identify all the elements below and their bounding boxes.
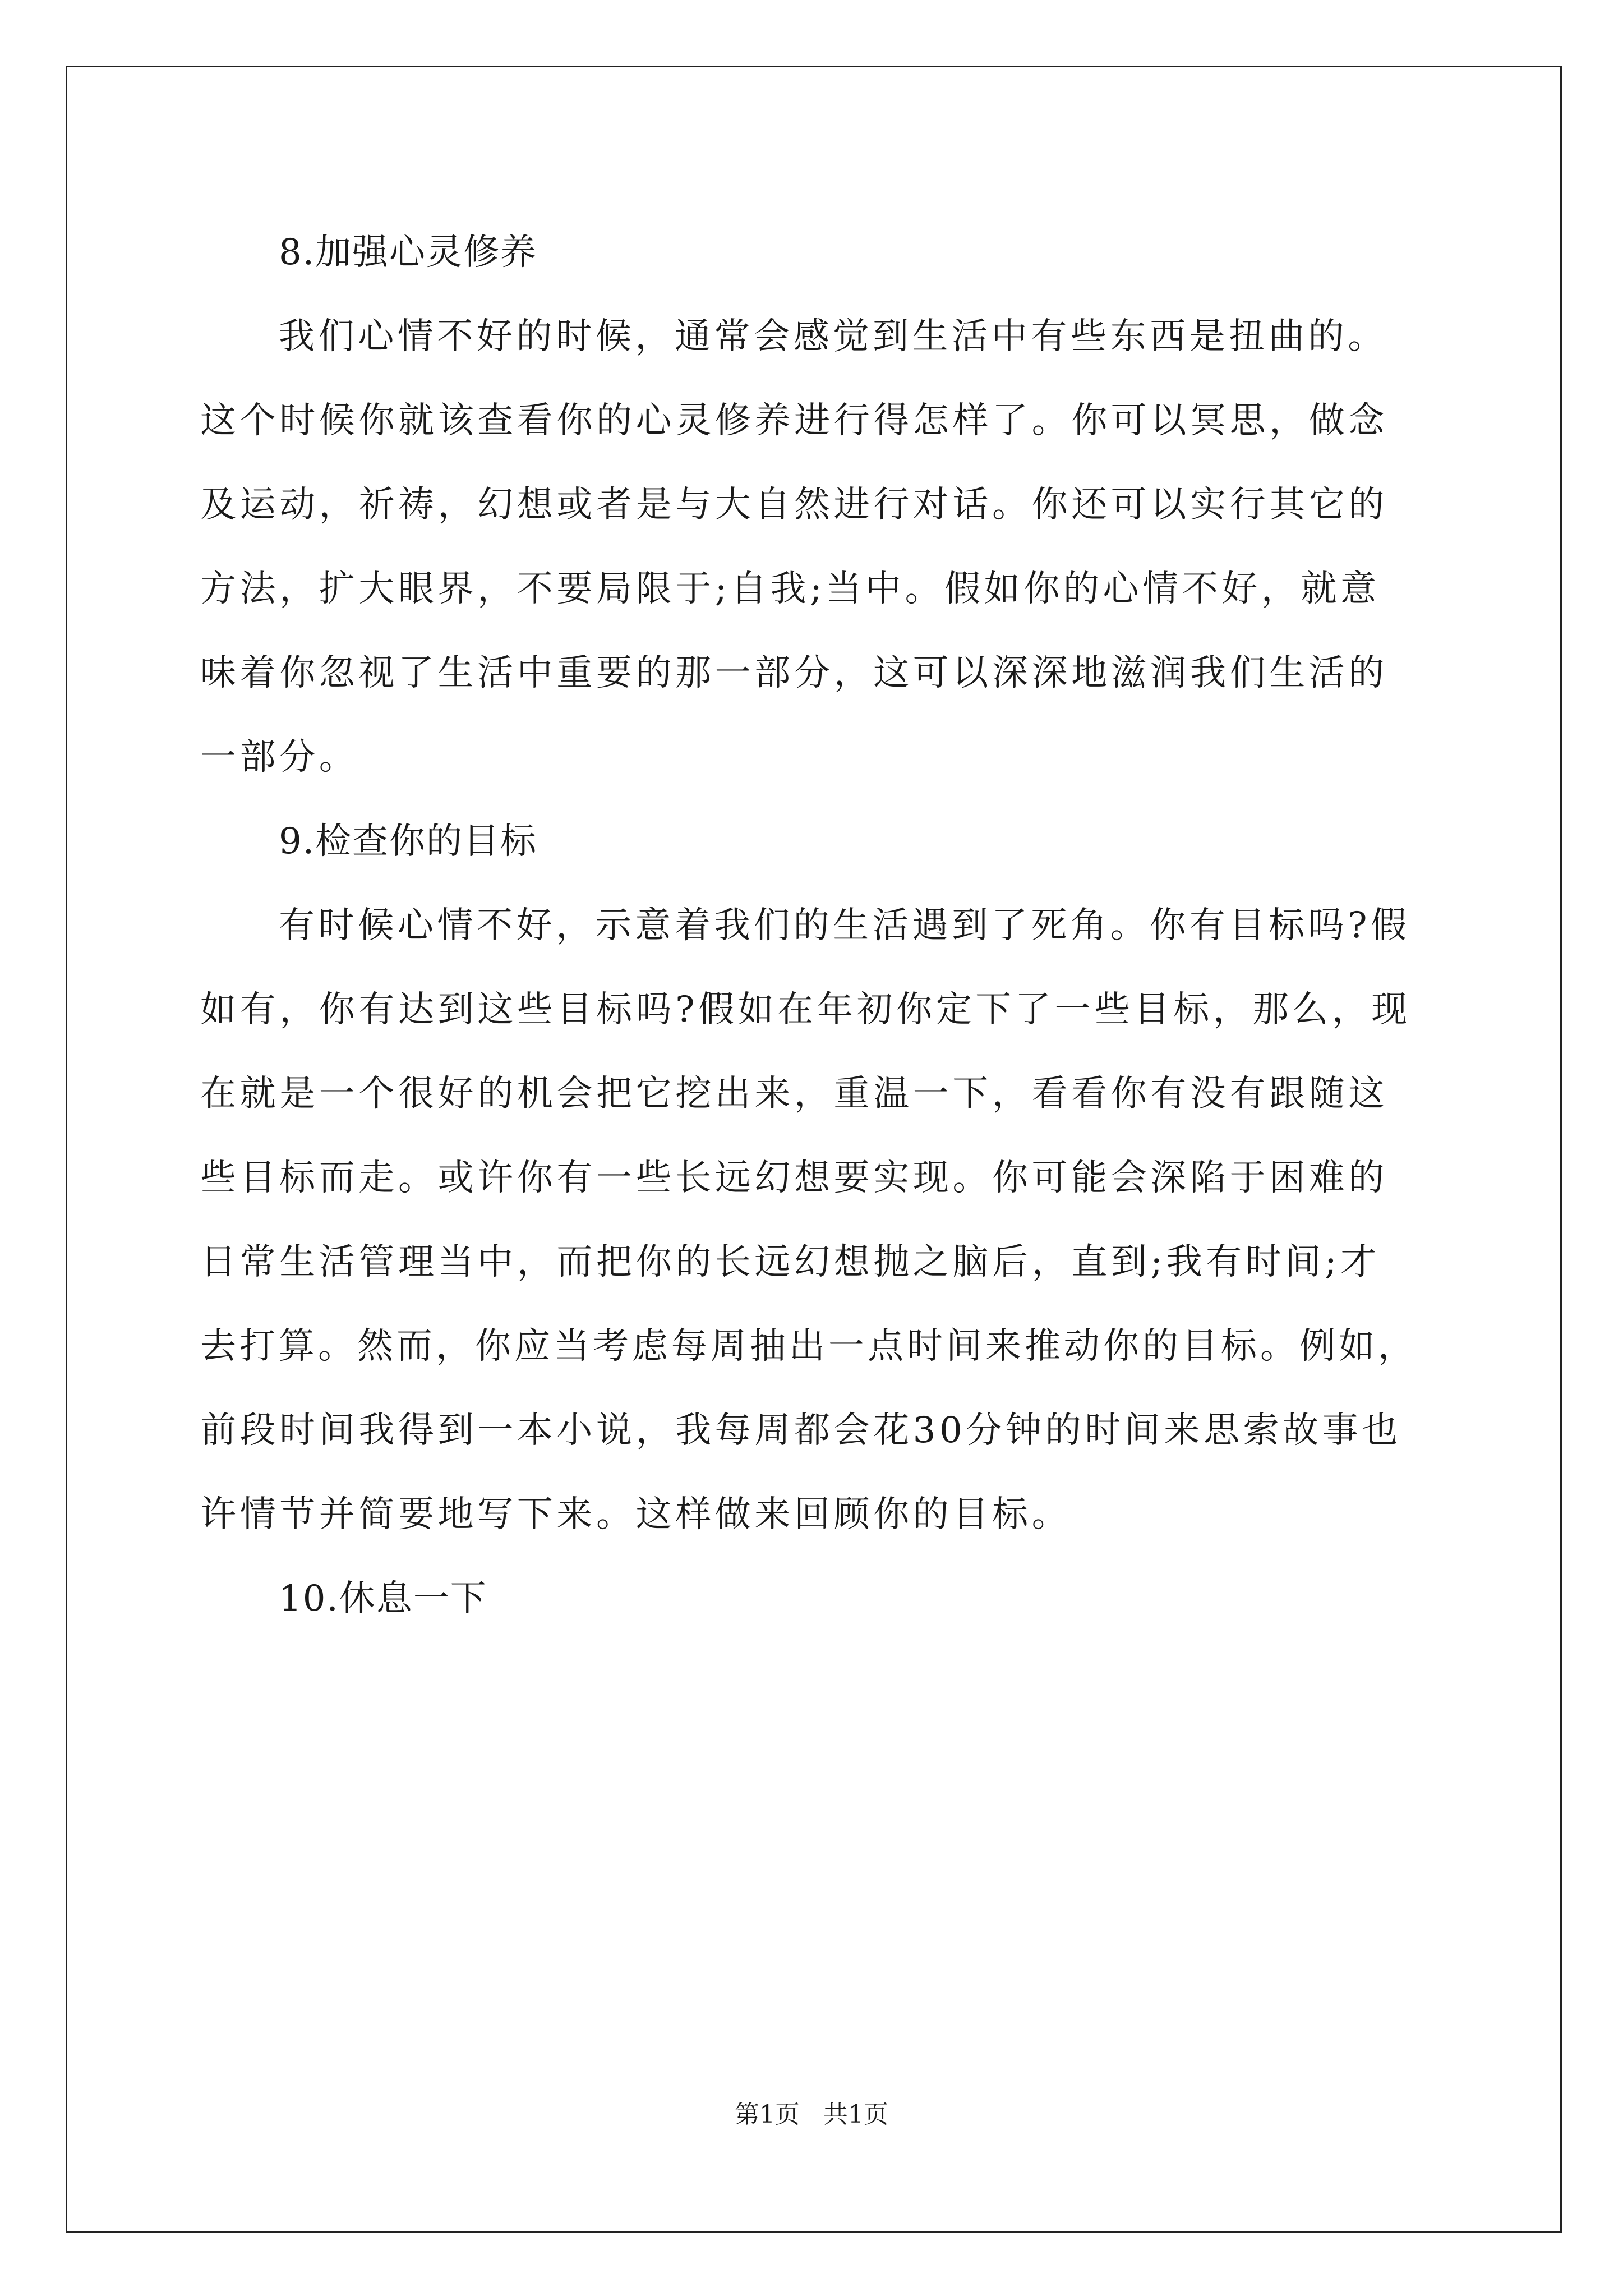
paragraph-line: 日常生活管理当中，而把你的长远幻想抛之脑后，直到;我有时间;才: [200, 1241, 1380, 1283]
paragraph-line: 我们心情不好的时候，通常会感觉到生活中有些东西是扭曲的。: [279, 316, 1387, 357]
paragraph-line: 些目标而走。或许你有一些长远幻想要实现。你可能会深陷于困难的: [200, 1157, 1388, 1199]
paragraph-line: 方法，扩大眼界，不要局限于;自我;当中。假如你的心情不好，就意: [200, 568, 1380, 610]
section-heading-9: 9.检查你的目标: [279, 821, 538, 862]
paragraph-line: 一部分。: [200, 737, 359, 778]
paragraph-line: 在就是一个很好的机会把它挖出来，重温一下，看看你有没有跟随这: [200, 1073, 1388, 1115]
paragraph-line: 有时候心情不好，示意着我们的生活遇到了死角。你有目标吗?假: [279, 905, 1410, 946]
paragraph-line: 去打算。然而，你应当考虑每周抽出一点时间来推动你的目标。例如，: [200, 1326, 1417, 1367]
page-number-footer: 第1页 共1页: [735, 2100, 888, 2129]
paragraph-line: 及运动，祈祷，幻想或者是与大自然进行对话。你还可以实行其它的: [200, 484, 1388, 526]
paragraph-line: 如有，你有达到这些目标吗?假如在年初你定下了一些目标，那么，现: [200, 989, 1411, 1030]
paragraph-line: 味着你忽视了生活中重要的那一部分，这可以深深地滋润我们生活的: [200, 652, 1388, 694]
paragraph-line: 许情节并简要地写下来。这样做来回顾你的目标。: [200, 1494, 1072, 1535]
section-heading-8: 8.加强心灵修养: [279, 232, 538, 273]
section-heading-10: 10.休息一下: [279, 1578, 487, 1619]
document-body: [200, 210, 1434, 1641]
paragraph-line: 前段时间我得到一本小说，我每周都会花30分钟的时间来思索故事也: [200, 1410, 1402, 1451]
paragraph-line: 这个时候你就该查看你的心灵修养进行得怎样了。你可以冥思，做念: [200, 400, 1388, 441]
